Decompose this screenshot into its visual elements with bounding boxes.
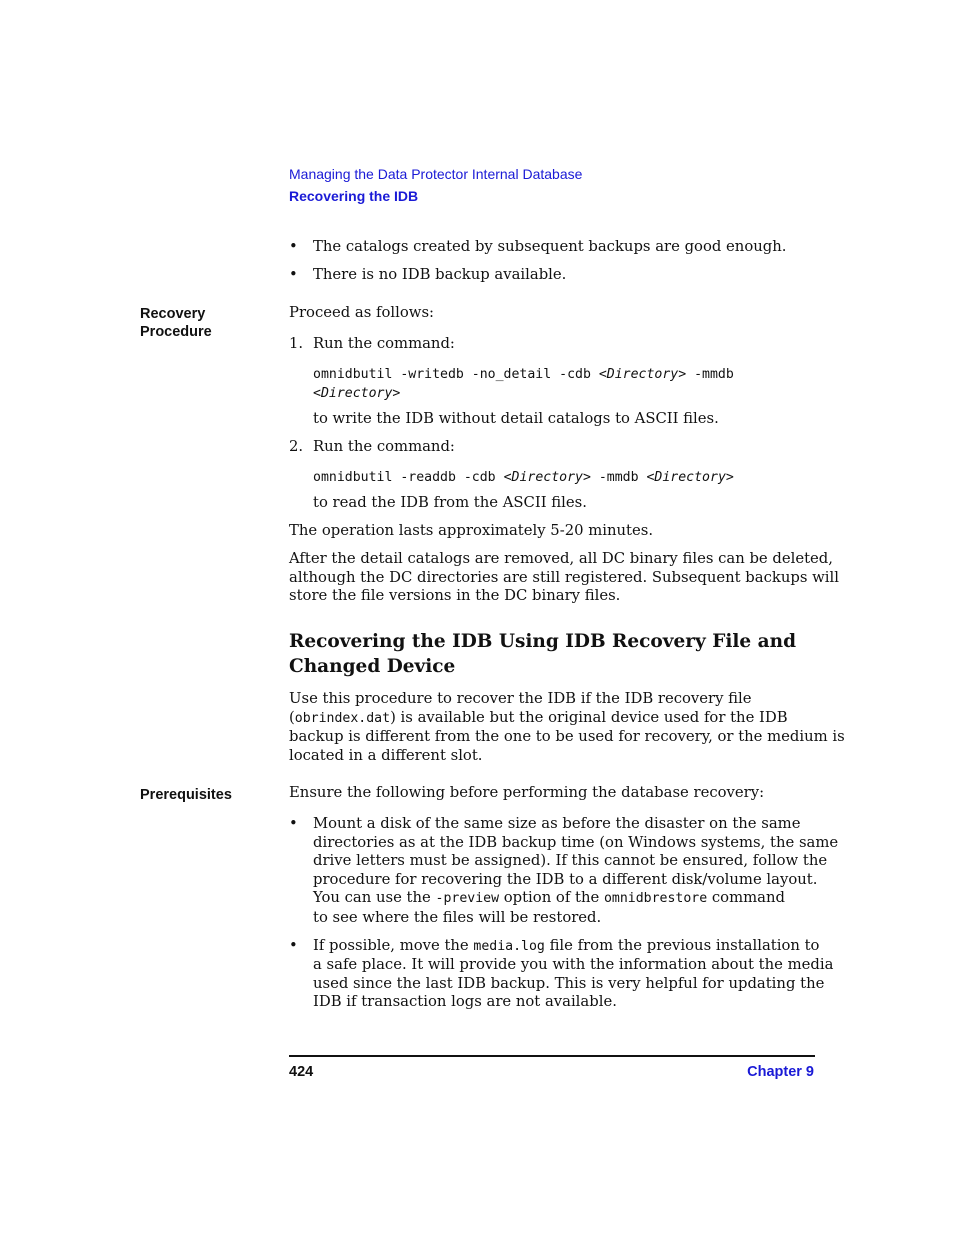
command-placeholder: <Directory> — [598, 367, 687, 382]
bullet-icon: • — [289, 266, 298, 283]
prerequisites-list — [289, 815, 839, 1012]
bullet-text: You can use the — [313, 889, 436, 907]
side-heading-recovery-procedure — [140, 305, 212, 341]
step-1-explanation: to write the IDB without detail catalogs to ASCII files. — [313, 410, 719, 427]
file-name-code: obrindex.dat — [294, 710, 391, 726]
bullet-icon: • — [289, 238, 298, 255]
paragraph-line: After the detail catalogs are removed, all DC binary files can be deleted, — [289, 550, 833, 567]
step-2-explanation: to read the IDB from the ASCII files. — [313, 494, 587, 511]
bullet-line — [313, 937, 819, 957]
bullet-text: There is no IDB backup available. — [313, 266, 567, 283]
paren: ( — [289, 708, 295, 726]
command-text: omnidbutil -readdb -cdb — [313, 470, 504, 485]
paragraph-line — [289, 709, 845, 729]
paragraph-text: ) is available but the original device used for the IDB — [390, 708, 788, 726]
paragraph-line: backup is different from the one to be used for recovery, or the medium is — [289, 728, 845, 746]
section-heading-line: Recovering the IDB Using IDB Recovery File and — [289, 631, 797, 652]
bullet-line: directories as at the IDB backup time (on Windows systems, the same — [313, 833, 839, 851]
command-placeholder: <Directory> — [503, 470, 591, 485]
paragraph-line: Use this procedure to recover the IDB if the IDB recovery file — [289, 690, 752, 707]
step-2-line — [289, 438, 819, 457]
list-item — [289, 936, 834, 1012]
paragraph-line: located in a different slot. — [289, 746, 483, 764]
file-name-code: media.log — [473, 938, 545, 954]
section-intro-paragraph — [289, 690, 845, 765]
command-placeholder: <Directory> — [646, 470, 734, 485]
step-1 — [289, 335, 819, 354]
bullet-line: procedure for recovering the IDB to a different disk/volume layout. — [313, 870, 818, 888]
footer-rule — [289, 1055, 815, 1057]
bullet-text: file from the previous installation to — [544, 936, 820, 954]
duration-note: The operation lasts approximately 5-20 minutes. — [289, 522, 654, 539]
section-heading-line: Changed Device — [289, 656, 456, 677]
command-text: -mmdb — [590, 470, 647, 485]
after-paragraph — [289, 550, 839, 606]
bullet-line: Mount a disk of the same size as before the disaster on the same — [313, 815, 801, 832]
bullet-line: to see where the files will be restored. — [313, 908, 602, 926]
side-heading-line: Procedure — [140, 324, 212, 340]
bullet-line: IDB if transaction logs are not available. — [313, 993, 617, 1011]
paragraph-line: store the file versions in the DC binary files. — [289, 587, 621, 605]
bullet-text: If possible, move the — [313, 936, 474, 954]
bullet-text: option of the — [499, 889, 604, 907]
step-1-line — [289, 335, 819, 354]
command-code: omnidbrestore — [603, 891, 708, 907]
breadcrumb-parent[interactable]: Managing the Data Protector Internal Database — [289, 166, 583, 182]
list-item — [289, 238, 819, 266]
bullet-line: used since the last IDB backup. This is very helpful for updating the — [313, 974, 825, 992]
command-line — [313, 384, 734, 403]
bullet-text: The catalogs created by subsequent backups are good enough. — [313, 238, 787, 255]
bullet-line: a safe place. It will provide you with the information about the media — [313, 956, 834, 974]
command-writedb — [313, 365, 734, 403]
step-text: Run the command: — [313, 335, 455, 352]
bullet-text: command — [707, 889, 785, 907]
command-text: -mmdb — [686, 367, 734, 382]
command-placeholder: <Directory> — [313, 386, 401, 401]
prerequisites-lead: Ensure the following before performing the database recovery: — [289, 784, 765, 801]
paragraph-line: although the DC directories are still registered. Subsequent backups will — [289, 568, 840, 586]
step-number: 1. — [289, 335, 304, 352]
list-item — [289, 815, 839, 928]
step-text: Run the command: — [313, 438, 455, 455]
command-text: omnidbutil -writedb -no_detail -cdb — [313, 367, 599, 382]
bullet-icon: • — [289, 815, 298, 832]
step-number: 2. — [289, 438, 304, 455]
bullet-icon: • — [289, 936, 298, 954]
option-code: -preview — [435, 891, 500, 907]
command-line — [313, 365, 734, 384]
chapter-link[interactable]: Chapter 9 — [747, 1064, 814, 1080]
side-heading-prerequisites: Prerequisites — [140, 787, 232, 803]
breadcrumb-current[interactable]: Recovering the IDB — [289, 188, 419, 204]
step-2 — [289, 438, 819, 457]
intro-bullet-list — [289, 238, 819, 285]
bullet-line: drive letters must be assigned). If this cannot be ensured, follow the — [313, 852, 828, 870]
command-readdb — [313, 468, 734, 487]
page-number: 424 — [289, 1064, 314, 1080]
side-heading-line: Recovery — [140, 306, 206, 322]
section-heading — [289, 629, 796, 679]
list-item — [289, 266, 819, 285]
procedure-lead: Proceed as follows: — [289, 304, 435, 321]
bullet-line — [313, 889, 819, 909]
